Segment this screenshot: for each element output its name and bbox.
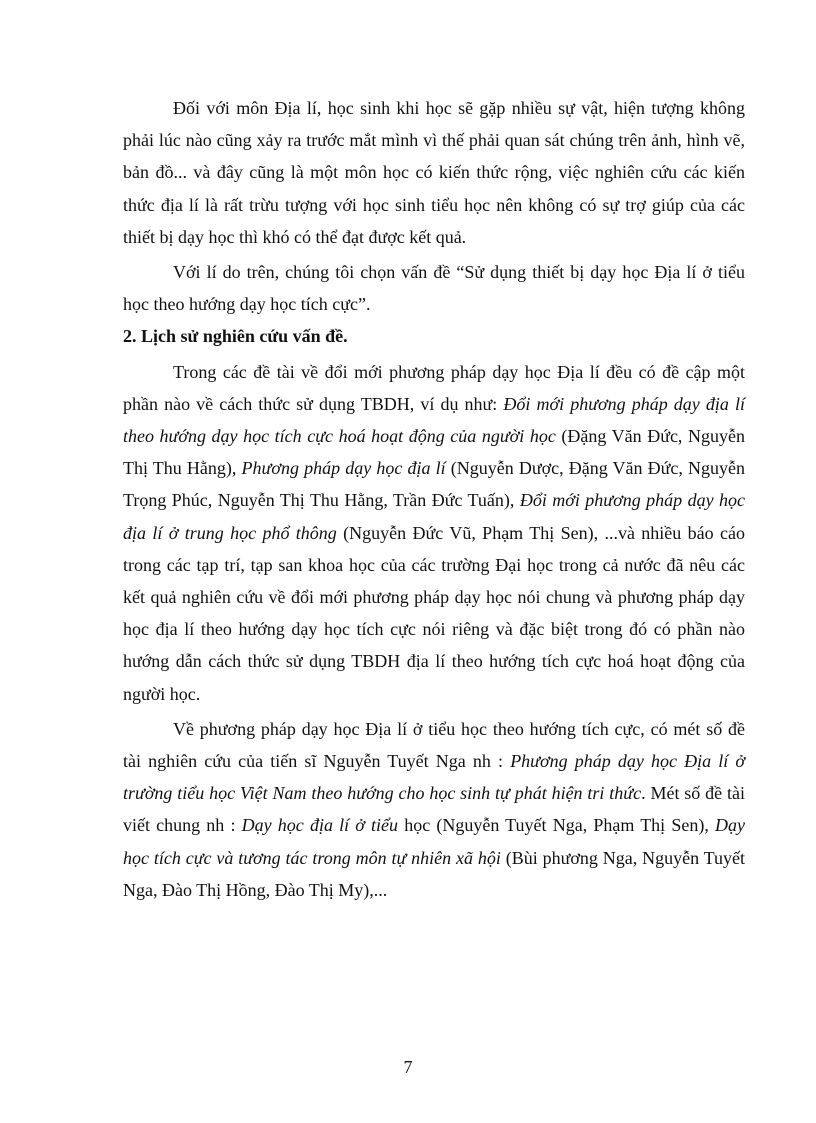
text-run: Về phương pháp dạy học Địa lí ở tiểu học theo hướng tích cực, có mét số đề tài nghiên cứu của tiến sĩ Nguyễn Tuyết Nga nh : [123, 718, 745, 772]
work-title: Đổi mới phương pháp dạy địa lí theo hướng dạy học tích cực hoá hoạt động của người học [123, 393, 745, 447]
work-title: Đổi mới phương pháp dạy học địa lí ở trung học phổ thông [123, 490, 745, 543]
work-title: Phương pháp dạy học địa lí [241, 458, 446, 479]
text-run: . Mét số đề tài viết chung nh : [123, 783, 746, 836]
paragraph-research-history [123, 356, 745, 710]
text-run: Trong các đề tài về đổi mới phương pháp dạy học Địa lí đều có đề cập một phần nào về cách thức sử dụng TBDH, ví dụ như: [123, 361, 745, 414]
section-heading-research-history: 2. Lịch sử nghiên cứu vấn đề. [123, 326, 348, 347]
text-run: (Nguyễn Đức Vũ, Phạm Thị Sen), ...và nhiều báo cáo trong các tạp trí, tạp san khoa học của các trường Đại học trong cả nước đã nêu các kết quả nghiên cứu về đổi mới phương pháp dạy học nói chung và phương pháp dạy học địa lí theo hướng dạy học tích cực nói riêng và đặc biệt trong đó có phần nào hướng dẫn cách thức sử dụng TBDH địa lí theo hướng tích cực hoá hoạt động của người học. [123, 522, 745, 704]
work-title: Phương pháp dạy học Địa lí ở trường tiểu học Việt Nam theo hướng cho học sinh tự phát hiện tri thức [123, 751, 745, 804]
text-run: (Bùi phương Nga, Nguyễn Tuyết Nga, Đào Thị Hồng, Đào Thị My),... [123, 847, 745, 900]
paragraph-primary-school-methods [123, 713, 745, 906]
page-number: 7 [403, 1057, 413, 1077]
work-title: Dạy học tích cực và tương tác trong môn tự nhiên xã hội [123, 815, 746, 868]
paragraph-topic-choice: Với lí do trên, chúng tôi chọn vấn đề “Sử dụng thiết bị dạy học Địa lí ở tiểu học theo hướng dạy học tích cực”. [123, 262, 745, 315]
text-run: (Đặng Văn Đức, Nguyễn Thị Thu Hằng), [123, 426, 745, 479]
text-run: học (Nguyễn Tuyết Nga, Phạm Thị Sen), [398, 815, 716, 836]
document-body [123, 92, 745, 906]
work-title: Dạy học địa lí ở tiểu [241, 815, 399, 836]
paragraph-geography-subject: Đối với môn Địa lí, học sinh khi học sẽ gặp nhiều sự vật, hiện tượng không phải lúc nào cũng xảy ra trước mắt mình vì thế phải quan sát chúng trên ảnh, hình vẽ, bản đồ... và đây cũng là một môn học có kiến thức rộng, việc nghiên cứu các kiến thức địa lí là rất trừu tượng với học sinh tiểu học nên không có sự trợ giúp của các thiết bị dạy học thì khó có thể đạt được kết quả. [123, 98, 745, 247]
text-run: (Nguyễn Dược, Đặng Văn Đức, Nguyễn Trọng Phúc, Nguyễn Thị Thu Hằng, Trần Đức Tuấn), [123, 458, 745, 511]
